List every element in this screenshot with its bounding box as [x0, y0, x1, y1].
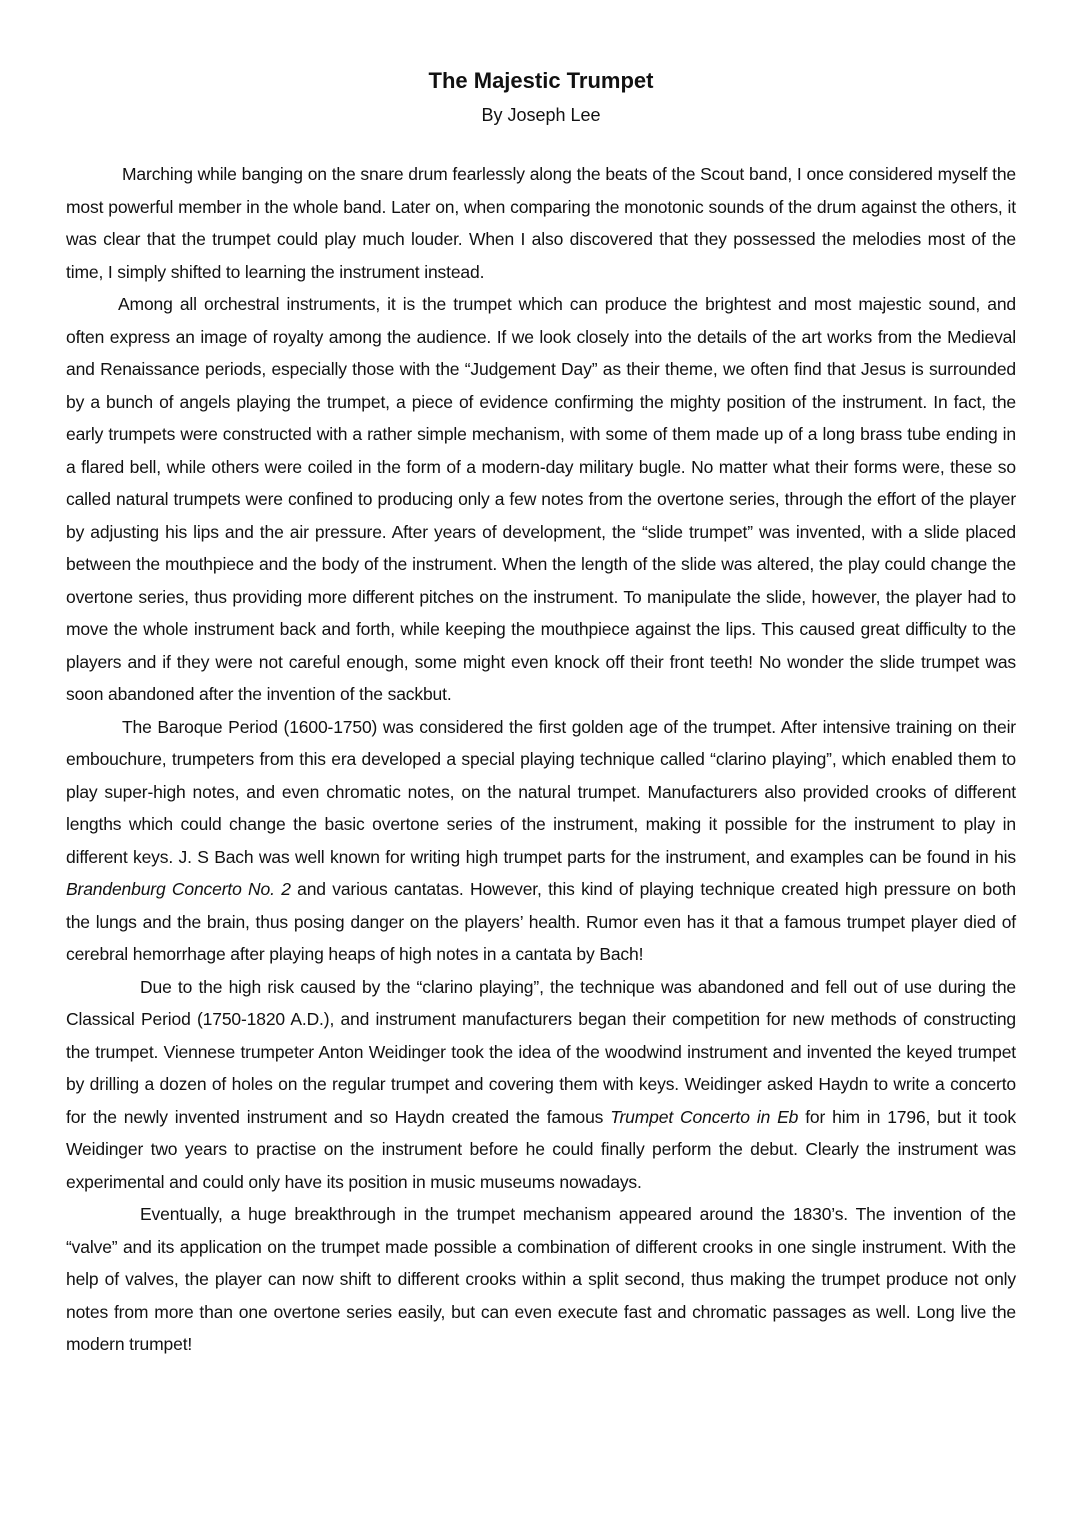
- paragraph-intro: [66, 158, 1016, 288]
- paragraph-text: Due to the high risk caused by the “clarino playing”, the technique was abandoned and fell out of use during the Classical Period (1750-1820 A.D.), and instrument manufacturers began their competition for new methods of constructing the trumpet. Viennese trumpeter Anton Weidinger took the idea of the woodwind instrument and invented the keyed trumpet by drilling a dozen of holes on the regular trumpet and covering them with keys. Weidinger asked Haydn to write a concerto for the newly invented instrument and so Haydn created the famous: [66, 976, 1016, 1127]
- paragraph-baroque: [66, 711, 1016, 971]
- paragraph-text: The Baroque Period (1600-1750) was considered the first golden age of the trumpet. After intensive training on their embouchure, trumpeters from this era developed a special playing technique called “clarino playing”, which enabled them to play super-high notes, and even chromatic notes, on the natural trumpet. Manufacturers also provided crooks of different lengths which could change the basic overtone series of the instrument, making it possible for the instrument to play in different keys. J. S Bach was well known for writing high trumpet parts for the instrument, and examples can be found in his: [66, 716, 1016, 867]
- paragraph-valve: [66, 1198, 1016, 1361]
- work-title: Trumpet Concerto in Eb: [610, 1106, 799, 1127]
- paragraph-classical: [66, 971, 1016, 1199]
- paragraph-text: Marching while banging on the snare drum fearlessly along the beats of the Scout band, I once considered myself the most powerful member in the whole band. Later on, when comparing the monotonic sounds of the drum against the others, it was clear that the trumpet could play much louder. When I also discovered that they possessed the melodies most of the time, I simply shifted to learning the instrument instead.: [66, 164, 1016, 282]
- paragraph-text: for him in 1796, but it took Weidinger two years to practise on the instrument before he could finally perform the debut. Clearly the instrument was experimental and could only have its position in music museums nowadays.: [66, 1106, 1016, 1192]
- paragraph-text: and various cantatas. However, this kind of playing technique created high pressure on both the lungs and the brain, thus posing danger on the players’ health. Rumor even has it that a famous trumpet player died of cerebral hemorrhage after playing heaps of high notes in a cantata by Bach!: [66, 879, 1016, 964]
- paragraph-text: Eventually, a huge breakthrough in the trumpet mechanism appeared around the 1830’s. The invention of the “valve” and its application on the trumpet made possible a combination of different crooks in one single instrument. With the help of valves, the player can now shift to different crooks within a split second, thus making the trumpet produce not only notes from more than one overtone series easily, but can even execute fast and chromatic passages as well. Long live the modern trumpet!: [66, 1204, 1016, 1354]
- paragraph-early-trumpets: [66, 288, 1016, 711]
- work-title: Brandenburg Concerto No. 2: [66, 879, 291, 899]
- document-title: The Majestic Trumpet: [428, 68, 654, 93]
- author-byline: By Joseph Lee: [481, 105, 601, 125]
- document-page: [66, 66, 1016, 1361]
- paragraph-text: Among all orchestral instruments, it is the trumpet which can produce the brightest and most majestic sound, and often express an image of royalty among the audience. If we look closely into the details of the art works from the Medieval and Renaissance periods, especially those with the “Judgement Day” as their theme, we often find that Jesus is surrounded by a bunch of angels playing the trumpet, a piece of evidence confirming the mighty position of the instrument. In fact, the early trumpets were constructed with a rather simple mechanism, with some of them made up of a long brass tube ending in a flared bell, while others were coiled in the form of a modern-day military bugle. No matter what their forms were, these so called natural trumpets were confined to producing only a few notes from the overtone series, through the effort of the player by adjusting his lips and the air pressure. After years of development, the “slide trumpet” was invented, with a slide placed between the mouthpiece and the body of the instrument. When the length of the slide was altered, the play could change the overtone series, thus providing more different pitches on the instrument. To manipulate the slide, however, the player had to move the whole instrument back and forth, while keeping the mouthpiece against the lips. This caused great difficulty to the players and if they were not careful enough, some might even knock off their front teeth! No wonder the slide trumpet was soon abandoned after the invention of the sackbut.: [66, 294, 1016, 704]
